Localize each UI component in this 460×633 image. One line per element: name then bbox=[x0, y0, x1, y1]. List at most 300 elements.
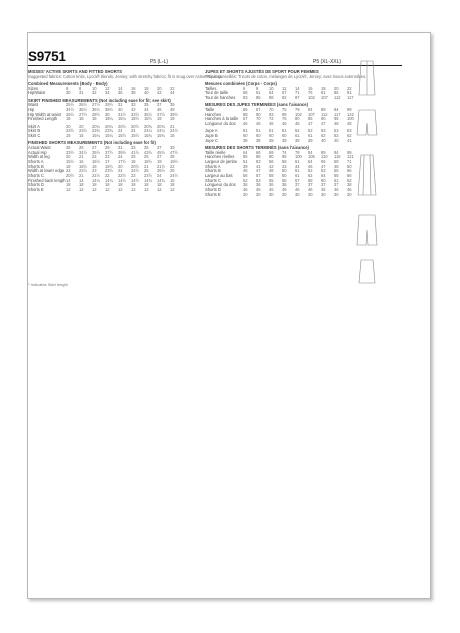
measurement-value: 46 bbox=[157, 106, 162, 112]
measurement-value: 90 bbox=[269, 154, 274, 160]
measurement-value: 30 bbox=[334, 191, 339, 197]
measurement-value: 23½ bbox=[144, 173, 152, 179]
measurement-value: 12 bbox=[79, 187, 84, 193]
measurement-value: 46 bbox=[334, 187, 339, 193]
measurement-value: 46 bbox=[256, 187, 261, 193]
measurement-value: 36½ bbox=[92, 106, 100, 112]
measurement-value: 10 bbox=[269, 85, 274, 91]
measurement-value: 20 bbox=[79, 123, 84, 129]
measurement-value: 27 bbox=[157, 154, 162, 160]
measurement-row bbox=[28, 188, 198, 193]
measurement-value: 47 bbox=[321, 163, 326, 169]
measurement-value: 10 bbox=[92, 85, 97, 91]
row-label: Jupe B bbox=[205, 132, 218, 138]
measurement-value: 12 bbox=[157, 187, 162, 193]
measurement-value: 94 bbox=[334, 149, 339, 155]
measurement-value: 15¼ bbox=[105, 132, 113, 138]
measurement-value: 35½ bbox=[92, 149, 100, 155]
measurement-value: 75 bbox=[282, 106, 287, 112]
measurement-value: 15 bbox=[66, 132, 71, 138]
measurement-value: 15½ bbox=[131, 132, 139, 138]
measurement-value: 21½ bbox=[157, 163, 165, 169]
measurement-value: 79 bbox=[295, 106, 300, 112]
measurement-value: 51 bbox=[256, 128, 261, 134]
row-label: Jupe A bbox=[205, 128, 218, 134]
measurement-row bbox=[28, 91, 198, 96]
measurement-value: 53 bbox=[256, 158, 261, 164]
measurement-value: 14 bbox=[118, 85, 123, 91]
measurement-value: 61 bbox=[295, 173, 300, 179]
measurement-value: 58 bbox=[282, 158, 287, 164]
measurement-value: 28 bbox=[170, 154, 175, 160]
section-heading: FINISHED SHORTS MEASUREMENTS (Not including ease for fit) bbox=[28, 140, 156, 146]
row-label: Tour de hanches bbox=[205, 95, 236, 101]
measurement-value: 116 bbox=[334, 154, 341, 160]
measurement-value: 24 bbox=[157, 173, 162, 179]
measurement-value: 50 bbox=[347, 163, 352, 169]
measurement-value: 95 bbox=[282, 154, 287, 160]
measurement-value: 20¼ bbox=[105, 123, 113, 129]
measurement-value: 84 bbox=[308, 149, 313, 155]
measurement-value: 52 bbox=[308, 168, 313, 174]
row-label: Hanches réelles bbox=[205, 154, 235, 160]
measurement-value: 6 bbox=[243, 85, 246, 91]
measurement-value: 18½ bbox=[79, 163, 87, 169]
row-label: Shorts D bbox=[205, 187, 221, 193]
measurement-value: 62 bbox=[347, 132, 352, 138]
measurement-value: 21 bbox=[79, 154, 84, 160]
measurement-value: 23½ bbox=[105, 168, 113, 174]
measurement-value: 14¼ bbox=[92, 177, 100, 183]
measurement-value: 58 bbox=[308, 177, 313, 183]
shorts-illustration-b bbox=[357, 215, 377, 245]
section-heading: MESURES DES SHORTS TERMINÉS (sans l'aisance) bbox=[205, 144, 309, 150]
measurement-value: 50 bbox=[282, 168, 287, 174]
measurement-value: 32 bbox=[92, 90, 97, 96]
measurement-value: 24 bbox=[131, 128, 136, 134]
measurement-value: 94 bbox=[334, 106, 339, 112]
measurement-value: 53 bbox=[334, 128, 339, 134]
measurement-value: 34½ bbox=[79, 149, 87, 155]
measurement-value: 39 bbox=[295, 137, 300, 143]
measurement-value: 56 bbox=[269, 158, 274, 164]
measurement-value: 26 bbox=[144, 154, 149, 160]
measurement-value: 46 bbox=[243, 168, 248, 174]
measurement-value: 46 bbox=[243, 121, 248, 127]
row-label: Shorts D bbox=[28, 182, 44, 188]
measurement-value: 19½ bbox=[105, 163, 113, 169]
measurement-value: 47½ bbox=[170, 149, 178, 155]
measurement-value: 18 bbox=[131, 158, 136, 164]
measurement-value: 102 bbox=[308, 95, 315, 101]
measurement-value: 15½ bbox=[118, 132, 126, 138]
measurement-value: 41 bbox=[256, 163, 261, 169]
measurement-value: 121 bbox=[347, 154, 354, 160]
measurement-value: 46 bbox=[282, 187, 287, 193]
measurement-value: 48 bbox=[334, 121, 339, 127]
measurement-value: 84 bbox=[308, 106, 313, 112]
measurement-value: 25 bbox=[131, 154, 136, 160]
measurement-value: 16½ bbox=[92, 158, 100, 164]
measurement-value: 25 bbox=[144, 168, 149, 174]
measurement-value: 17½ bbox=[118, 158, 126, 164]
skirt-illustration bbox=[359, 61, 375, 95]
measurement-value: 71 bbox=[347, 158, 352, 164]
measurement-value: 85 bbox=[308, 116, 313, 122]
measurement-value: 25 bbox=[66, 144, 71, 150]
measurement-value: 66 bbox=[321, 158, 326, 164]
section-heading: Combined Measurements (Body - Body) bbox=[28, 80, 108, 86]
measurement-value: 69 bbox=[334, 158, 339, 164]
measurement-value: 14¼ bbox=[105, 177, 113, 183]
measurement-value: 30 bbox=[295, 191, 300, 197]
size-range-right: P5 (XL-XXL) bbox=[313, 59, 342, 65]
measurement-value: 57 bbox=[256, 173, 261, 179]
measurement-value: 15½ bbox=[66, 158, 74, 164]
row-label: Longueur du dos bbox=[205, 182, 236, 188]
row-label: Shorts A bbox=[28, 158, 44, 164]
measurement-value: 47 bbox=[321, 121, 326, 127]
measurement-value: 20 bbox=[334, 85, 339, 91]
measurement-value: 46 bbox=[269, 187, 274, 193]
measurement-value: 25½ bbox=[66, 102, 74, 108]
header-rule bbox=[28, 65, 402, 66]
measurement-value: 62 bbox=[347, 177, 352, 183]
measurement-value: 92 bbox=[282, 95, 287, 101]
measurement-value: 86 bbox=[334, 90, 339, 96]
fabric-suggestions: Tissus conseillés: Tricots de coton, mélanges de Lycra®, Jersey; avec tissus extensibles. bbox=[205, 73, 367, 79]
measurement-value: 39 bbox=[170, 102, 175, 108]
measurement-value: 53 bbox=[321, 168, 326, 174]
chart-title: MISSES' ACTIVE SKIRTS AND FITTED SHORTS bbox=[28, 69, 123, 74]
measurement-value: 60 bbox=[321, 177, 326, 183]
measurement-value: 37 bbox=[157, 102, 162, 108]
measurement-value: 27 bbox=[92, 144, 97, 150]
measurement-value: 18 bbox=[79, 116, 84, 122]
row-label: Shorts C bbox=[28, 173, 44, 179]
section-heading: Mesures combinées (Corps - Corps) bbox=[205, 80, 277, 86]
measurement-value: 44 bbox=[295, 163, 300, 169]
measurement-value: 39 bbox=[243, 163, 248, 169]
measurement-value: 34 bbox=[105, 90, 110, 96]
fabric-suggestions: Suggested fabrics: Cotton knits, Lycra® blends, Jersey; with stretchy fabrics; fit is snug over Active Ripstop. bbox=[28, 73, 223, 79]
measurement-value: 30 bbox=[269, 191, 274, 197]
measurement-value: 48 bbox=[334, 163, 339, 169]
measurement-value: 107 bbox=[321, 95, 328, 101]
measurement-value: 36 bbox=[118, 90, 123, 96]
row-label: Hip/Waist bbox=[28, 90, 46, 96]
measurement-value: 36 bbox=[243, 182, 248, 188]
row-label: Shorts E bbox=[205, 191, 221, 197]
measurement-value: 31½ bbox=[118, 111, 126, 117]
measurement-value: 44 bbox=[144, 106, 149, 112]
measurement-value: 91 bbox=[347, 90, 352, 96]
measurement-value: 38 bbox=[256, 137, 261, 143]
measurement-value: 100 bbox=[295, 154, 302, 160]
measurement-value: 26½ bbox=[66, 111, 74, 117]
measurement-value: 37 bbox=[157, 144, 162, 150]
measurement-value: 22½ bbox=[79, 168, 87, 174]
measurement-value: 65 bbox=[334, 173, 339, 179]
measurement-value: 88 bbox=[256, 154, 261, 160]
measurement-value: 60 bbox=[282, 132, 287, 138]
measurement-value: 51 bbox=[282, 128, 287, 134]
measurement-value: 105 bbox=[308, 154, 315, 160]
measurement-value: 70 bbox=[269, 106, 274, 112]
measurement-value: 18½ bbox=[144, 116, 152, 122]
measurement-value: 6 bbox=[66, 85, 69, 91]
measurement-value: 53 bbox=[256, 177, 261, 183]
measurement-value: 23½ bbox=[79, 128, 87, 134]
measurement-value: 46 bbox=[269, 121, 274, 127]
measurement-value: 47 bbox=[308, 121, 313, 127]
measurement-value: 56 bbox=[347, 168, 352, 174]
measurement-value: 42 bbox=[157, 90, 162, 96]
measurement-value: 41½ bbox=[131, 149, 139, 155]
row-label: Sizes bbox=[28, 85, 39, 91]
measurement-value: 15¾ bbox=[157, 132, 165, 138]
measurement-value: 51 bbox=[243, 158, 248, 164]
measurement-value: 61 bbox=[295, 132, 300, 138]
measurement-value: 35½ bbox=[79, 106, 87, 112]
measurement-value: 90 bbox=[256, 111, 261, 117]
measurement-value: 18 bbox=[92, 182, 97, 188]
measurement-value: 47 bbox=[256, 168, 261, 174]
measurement-value: 42 bbox=[269, 163, 274, 169]
section-heading: MESURES DES JUPES TERMINÉES (sans l'aisance) bbox=[205, 102, 309, 108]
measurement-value: 20¼ bbox=[92, 123, 100, 129]
measurement-value: 18¼ bbox=[105, 116, 113, 122]
measurement-value: 26 bbox=[170, 168, 175, 174]
measurement-value: 12 bbox=[105, 85, 110, 91]
measurement-value: 67 bbox=[256, 106, 261, 112]
measurement-value: 12 bbox=[144, 187, 149, 193]
measurement-value: 45½ bbox=[157, 149, 165, 155]
measurement-value: 18 bbox=[92, 116, 97, 122]
row-label: Shorts C bbox=[205, 177, 221, 183]
measurement-value: 14 bbox=[79, 177, 84, 183]
row-label: Tour de taille bbox=[205, 90, 229, 96]
measurement-value: 24¼ bbox=[144, 128, 152, 134]
measurement-value: 30 bbox=[256, 191, 261, 197]
measurement-value: 41 bbox=[347, 137, 352, 143]
measurement-value: 52 bbox=[295, 128, 300, 134]
measurement-value: 24½ bbox=[170, 128, 178, 134]
measurement-value: 12 bbox=[131, 187, 136, 193]
measurement-value: 22 bbox=[66, 168, 71, 174]
measurement-value: 100 bbox=[347, 116, 354, 122]
measurement-value: 20½ bbox=[131, 123, 139, 129]
measurement-value: 27½ bbox=[92, 102, 100, 108]
measurement-value: 90 bbox=[321, 116, 326, 122]
measurement-value: 30 bbox=[321, 191, 326, 197]
measurement-value: 66 bbox=[347, 173, 352, 179]
measurement-value: 18 bbox=[131, 182, 136, 188]
measurement-value: 24½ bbox=[131, 168, 139, 174]
measurement-value: 38 bbox=[243, 137, 248, 143]
row-label: Waist bbox=[28, 102, 39, 108]
measurement-value: 61 bbox=[295, 158, 300, 164]
measurement-value: 31 bbox=[79, 90, 84, 96]
measurement-value: 60 bbox=[256, 132, 261, 138]
measurement-value: 117 bbox=[347, 95, 354, 101]
measurement-value: 26 bbox=[79, 144, 84, 150]
measurement-value: 39 bbox=[308, 137, 313, 143]
measurement-value: 43½ bbox=[144, 149, 152, 155]
measurement-value: 99 bbox=[347, 149, 352, 155]
measurement-value: 35½ bbox=[144, 111, 152, 117]
measurement-value: 55 bbox=[269, 177, 274, 183]
row-label: Taille réelle bbox=[205, 149, 226, 155]
measurement-value: 64 bbox=[308, 158, 313, 164]
measurement-value: 12 bbox=[170, 187, 175, 193]
measurement-value: 40 bbox=[321, 137, 326, 143]
measurement-value: 21½ bbox=[92, 173, 100, 179]
measurement-value: 70 bbox=[256, 116, 261, 122]
measurement-value: 12 bbox=[118, 187, 123, 193]
measurement-value: 22 bbox=[105, 173, 110, 179]
measurement-value: 15 bbox=[170, 177, 175, 183]
measurement-value: 20 bbox=[66, 123, 71, 129]
measurement-value: 39 bbox=[170, 144, 175, 150]
measurement-value: 29 bbox=[105, 144, 110, 150]
row-label: Shorts B bbox=[28, 163, 44, 169]
measurement-value: 46 bbox=[243, 187, 248, 193]
measurement-value: 23 bbox=[92, 168, 97, 174]
measurement-value: 62 bbox=[308, 173, 313, 179]
measurement-value: 81 bbox=[321, 90, 326, 96]
measurement-value: 46 bbox=[295, 187, 300, 193]
skirt-illustration-b bbox=[358, 155, 376, 195]
measurement-value: 65 bbox=[243, 106, 248, 112]
measurement-value: 67 bbox=[243, 116, 248, 122]
measurement-value: 85 bbox=[256, 95, 261, 101]
measurement-value: 24 bbox=[118, 128, 123, 134]
measurement-row bbox=[28, 134, 198, 139]
measurement-value: 37 bbox=[321, 182, 326, 188]
shorts-illustration-a bbox=[357, 110, 377, 135]
measurement-value: 52 bbox=[243, 177, 248, 183]
measurement-value: 31 bbox=[118, 102, 123, 108]
measurement-value: 36 bbox=[282, 182, 287, 188]
measurement-value: 88 bbox=[243, 111, 248, 117]
measurement-value: 34½ bbox=[66, 106, 74, 112]
measurement-value: 31 bbox=[118, 144, 123, 150]
measurement-value: 30 bbox=[347, 191, 352, 197]
measurement-value: 16 bbox=[131, 85, 136, 91]
measurement-value: 24½ bbox=[170, 173, 178, 179]
row-label: Skirt B bbox=[28, 128, 41, 134]
measurement-value: 19½ bbox=[170, 158, 178, 164]
measurement-value: 112 bbox=[334, 95, 341, 101]
measurement-value: 18½ bbox=[144, 158, 152, 164]
measurement-value: 20½ bbox=[131, 163, 139, 169]
measurement-value: 20¾ bbox=[144, 123, 152, 129]
measurement-value: 23 bbox=[105, 154, 110, 160]
measurement-value: 99 bbox=[347, 106, 352, 112]
measurement-value: 46 bbox=[256, 121, 261, 127]
row-label: Tailles bbox=[205, 85, 217, 91]
measurement-value: 46 bbox=[308, 163, 313, 169]
measurement-value: 36 bbox=[256, 182, 261, 188]
measurement-value: 40 bbox=[118, 106, 123, 112]
chart-title: JUPES ET SHORTS AJUSTÉS DE SPORT POUR FEMMES bbox=[205, 69, 319, 74]
measurement-value: 38½ bbox=[105, 106, 113, 112]
row-label: Finished Length bbox=[28, 116, 58, 122]
measurement-value: 8 bbox=[256, 85, 259, 91]
measurement-value: 37 bbox=[295, 182, 300, 188]
measurement-value: 51 bbox=[295, 168, 300, 174]
measurement-value: 18 bbox=[66, 116, 71, 122]
measurement-value: 22 bbox=[347, 85, 352, 91]
measurement-value: 18 bbox=[66, 182, 71, 188]
measurement-value: 20½ bbox=[66, 173, 74, 179]
garment-illustrations bbox=[347, 55, 387, 285]
row-label: Skirt C bbox=[28, 132, 41, 138]
measurement-value: 18 bbox=[144, 85, 149, 91]
measurement-value: 83 bbox=[243, 95, 248, 101]
measurement-value: 18 bbox=[105, 182, 110, 188]
measurement-value: 35 bbox=[144, 102, 149, 108]
measurement-value: 46 bbox=[347, 187, 352, 193]
measurement-value: 27½ bbox=[79, 111, 87, 117]
measurement-value: 12 bbox=[282, 85, 287, 91]
measurement-value: 23¾ bbox=[92, 128, 100, 134]
row-label: Shorts B bbox=[205, 168, 221, 174]
measurement-value: 98 bbox=[282, 111, 287, 117]
measurement-value: 23¾ bbox=[105, 128, 113, 134]
measurement-value: 18½ bbox=[131, 116, 139, 122]
measurement-value: 52 bbox=[308, 128, 313, 134]
row-label: Shorts A bbox=[205, 163, 221, 169]
measurement-value: 39 bbox=[269, 137, 274, 143]
measurement-value: 95 bbox=[334, 116, 339, 122]
measurement-value: 37½ bbox=[105, 149, 113, 155]
measurement-value: 72 bbox=[269, 116, 274, 122]
measurement-value: 51 bbox=[243, 128, 248, 134]
measurement-value: 69 bbox=[269, 149, 274, 155]
measurement-value: 80 bbox=[295, 116, 300, 122]
measurement-value: 26½ bbox=[79, 102, 87, 108]
measurement-value: 112 bbox=[321, 111, 328, 117]
measurement-value: 22 bbox=[170, 85, 175, 91]
measurement-value: 24¼ bbox=[157, 128, 165, 134]
measurement-value: 24 bbox=[118, 168, 123, 174]
measurement-value: 102 bbox=[295, 111, 302, 117]
measurement-value: 62 bbox=[321, 132, 326, 138]
measurement-value: 17 bbox=[105, 158, 110, 164]
measurement-value: 16 bbox=[170, 132, 175, 138]
row-label: Longueur du dos bbox=[205, 121, 236, 127]
measurement-value: 64 bbox=[269, 90, 274, 96]
measurement-value: 61 bbox=[334, 177, 339, 183]
footer-note: * Indicates Skirt length bbox=[28, 282, 68, 287]
measurement-value: 56 bbox=[243, 173, 248, 179]
measurement-value: 19 bbox=[157, 158, 162, 164]
row-label: Jupe C bbox=[205, 137, 218, 143]
measurement-value: 30 bbox=[308, 191, 313, 197]
measurement-value: 60 bbox=[243, 132, 248, 138]
measurement-value: 39½ bbox=[118, 149, 126, 155]
measurement-value: 20 bbox=[66, 154, 71, 160]
measurement-value: 21 bbox=[79, 173, 84, 179]
measurement-value: 46 bbox=[295, 121, 300, 127]
row-label: Largeur de jambe bbox=[205, 158, 238, 164]
measurement-value: 20 bbox=[157, 85, 162, 91]
measurement-value: 18 bbox=[321, 85, 326, 91]
measurement-value: 58 bbox=[269, 173, 274, 179]
row-label: Hip bbox=[28, 106, 35, 112]
